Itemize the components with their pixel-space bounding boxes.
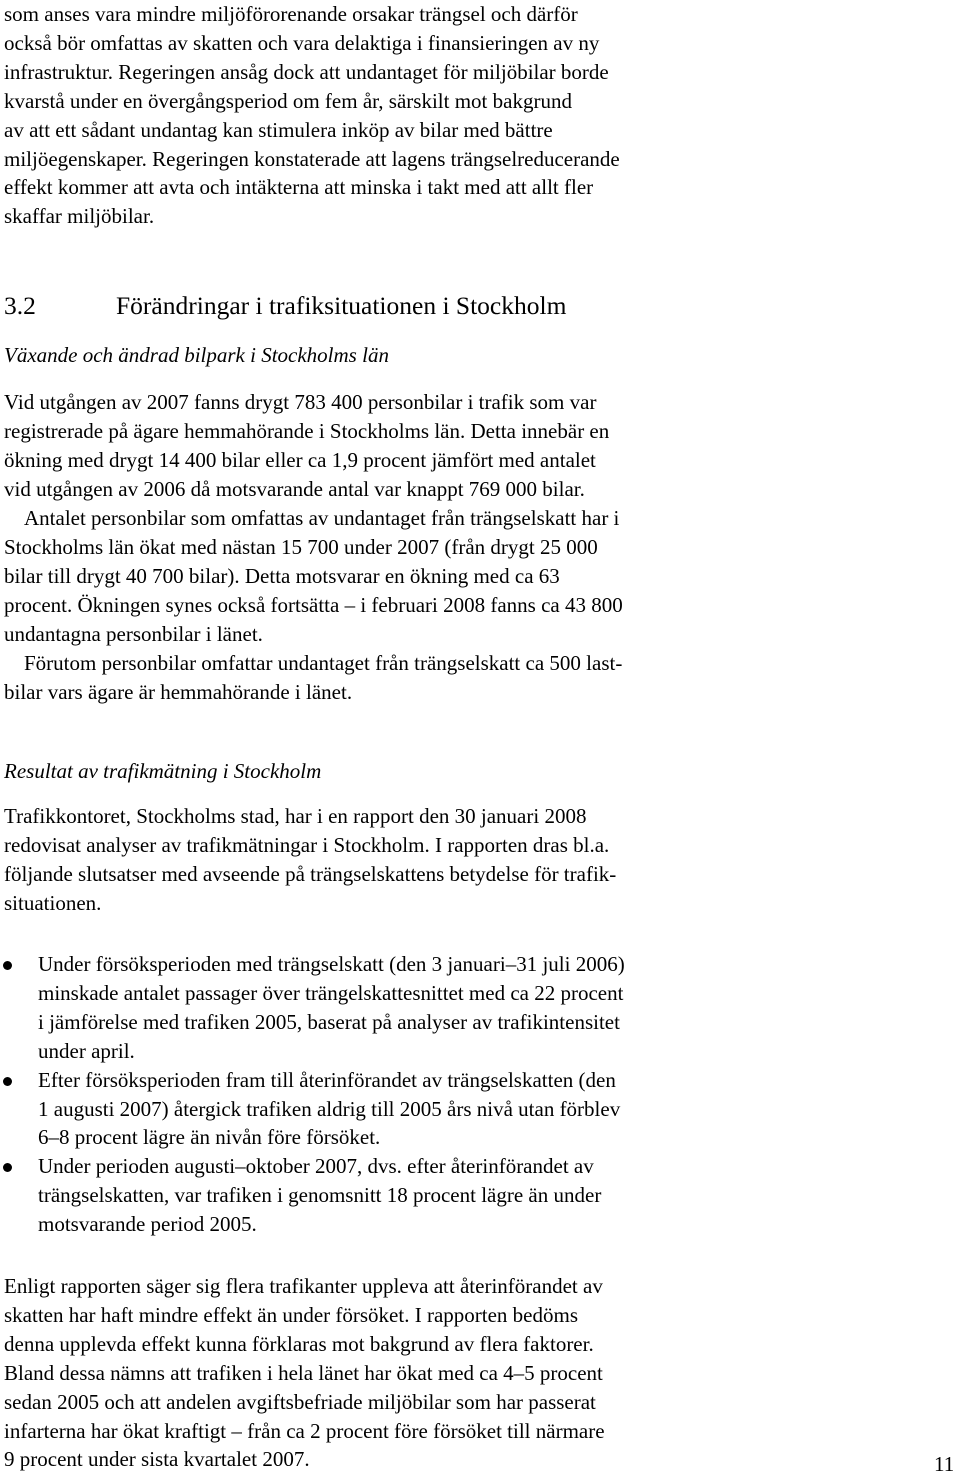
text-line: motsvarande period 2005.: [38, 1212, 257, 1237]
text-line: skatten har haft mindre effekt än under försöket. I rapporten bedöms: [4, 1302, 578, 1327]
text-line: minskade antalet passager över trängelskattesnittet med ca 22 procent: [38, 980, 624, 1005]
section-title: Förändringar i trafiksituationen i Stockholm: [116, 291, 567, 320]
paragraph-bilpark: [4, 388, 748, 504]
text-line: situationen.: [4, 890, 102, 915]
section-number: 3.2: [4, 291, 36, 320]
paragraph-lastbilar: [4, 649, 748, 707]
list-item: [0, 950, 748, 1066]
text-line: procent. Ökningen synes också fortsätta – i februari 2008 fanns ca 43 800: [4, 592, 623, 617]
text-line: Stockholms län ökat med nästan 15 700 under 2007 (från drygt 25 000: [4, 534, 598, 559]
paragraph-intro: [4, 0, 748, 231]
text-line: 6–8 procent lägre än nivån före försöket.: [38, 1125, 381, 1150]
text-line: skaffar miljöbilar.: [4, 204, 155, 229]
text-line: Efter försöksperioden fram till återinförandet av trängselskatten (den: [38, 1067, 616, 1092]
text-line: 1 augusti 2007) återgick trafiken aldrig till 2005 års nivå utan förblev: [38, 1096, 621, 1121]
text-line: infarterna har ökat kraftigt – från ca 2 procent före försöket till närmare: [4, 1418, 605, 1443]
text-line: Enligt rapporten säger sig flera trafikanter uppleva att återinförandet av: [4, 1274, 603, 1298]
text-line: effekt kommer att avta och intäkterna att minska i takt med att allt fler: [4, 175, 594, 200]
text-line: också bör omfattas av skatten och vara delaktiga i finansieringen av ny: [4, 30, 600, 55]
text-line: vid utgången av 2006 då motsvarande antal var knappt 769 000 bilar.: [4, 476, 585, 501]
subheading-bilpark: Växande och ändrad bilpark i Stockholms län: [4, 343, 389, 367]
page-number: 11: [934, 1452, 955, 1476]
text-line: denna upplevda effekt kunna förklaras mot bakgrund av flera faktorer.: [4, 1331, 594, 1356]
text-line: som anses vara mindre miljöförorenande orsakar trängsel och därför: [4, 2, 578, 26]
bullet-icon: [3, 961, 12, 970]
text-line: Trafikkontoret, Stockholms stad, har i en rapport den 30 januari 2008: [4, 804, 587, 828]
text-line: följande slutsatser med avseende på trängselskattens betydelse för trafik-: [4, 861, 617, 886]
text-line: bilar till drygt 40 700 bilar). Detta motsvarar en ökning med ca 63: [4, 563, 560, 588]
paragraph-undantag: [4, 504, 748, 649]
text-line: kvarstå under en övergångsperiod om fem år, särskilt mot bakgrund: [4, 88, 572, 113]
text-line: under april.: [38, 1038, 135, 1063]
conclusions-list: [0, 950, 760, 1239]
text-line: miljöegenskaper. Regeringen konstaterade att lagens trängselreducerande: [4, 146, 620, 171]
text-line: Antalet personbilar som omfattas av undantaget från trängselskatt har i: [24, 506, 620, 530]
text-line: Under perioden augusti–oktober 2007, dvs. efter återinförandet av: [38, 1154, 594, 1179]
list-item: [0, 1066, 748, 1153]
text-line: registrerade på ägare hemmahörande i Stockholms län. Detta innebär en: [4, 418, 610, 443]
text-line: trängselskatten, var trafiken i genomsnitt 18 procent lägre än under: [38, 1183, 602, 1208]
text-line: infrastruktur. Regeringen ansåg dock att undantaget för miljöbilar borde: [4, 59, 609, 84]
text-line: 9 procent under sista kvartalet 2007.: [4, 1447, 310, 1472]
text-line: av att ett sådant undantag kan stimulera inköp av bilar med bättre: [4, 117, 553, 142]
bullet-icon: [3, 1077, 12, 1086]
text-line: Förutom personbilar omfattar undantaget från trängselskatt ca 500 last-: [24, 651, 623, 675]
paragraph-trafikkontoret: [4, 802, 748, 918]
text-line: ökning med drygt 14 400 bilar eller ca 1,9 procent jämfört med antalet: [4, 447, 596, 472]
text-line: sedan 2005 och att andelen avgiftsbefriade miljöbilar som har passerat: [4, 1389, 596, 1414]
paragraph-rapport: [4, 1272, 748, 1474]
list-item: [0, 1152, 748, 1239]
subheading-trafikmatning: Resultat av trafikmätning i Stockholm: [4, 759, 322, 783]
bullet-icon: [3, 1163, 12, 1172]
text-line: redovisat analyser av trafikmätningar i Stockholm. I rapporten dras bl.a.: [4, 832, 610, 857]
text-line: undantagna personbilar i länet.: [4, 621, 263, 646]
section-heading: [4, 288, 764, 324]
text-line: Under försöksperioden med trängselskatt (den 3 januari–31 juli 2006): [38, 952, 625, 976]
text-line: i jämförelse med trafiken 2005, baserat på analyser av trafikintensitet: [38, 1009, 620, 1034]
text-line: Bland dessa nämns att trafiken i hela länet har ökat med ca 4–5 procent: [4, 1360, 603, 1385]
text-line: bilar vars ägare är hemmahörande i länet.: [4, 679, 353, 704]
text-line: Vid utgången av 2007 fanns drygt 783 400 personbilar i trafik som var: [4, 390, 597, 414]
